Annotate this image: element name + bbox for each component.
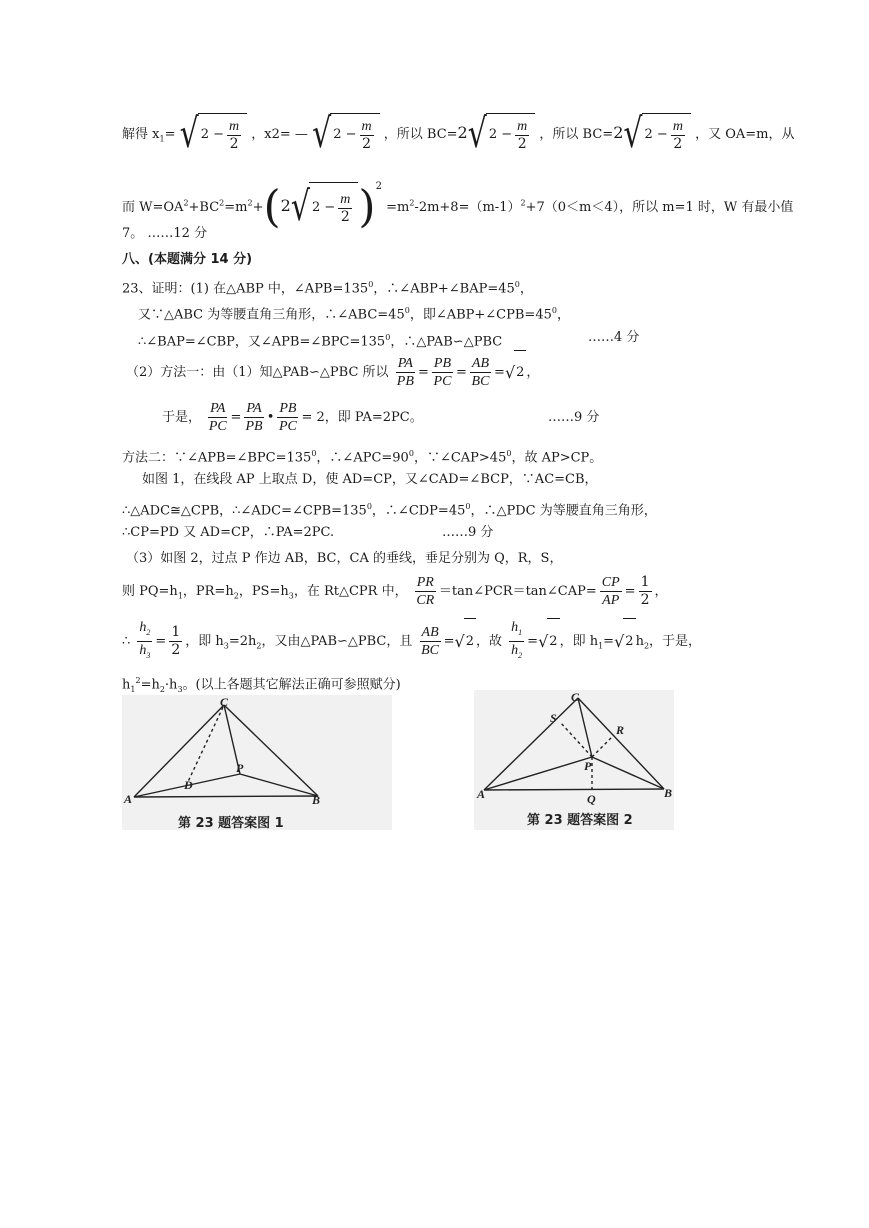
label-C: C bbox=[220, 695, 229, 709]
label-S: S bbox=[550, 711, 557, 725]
label-B: B bbox=[664, 786, 673, 800]
label-A: A bbox=[124, 792, 133, 806]
part3-line-1: （3）如图 2，过点 P 作边 AB，BC，CA 的垂线，垂足分别为 Q，R，S， bbox=[126, 551, 563, 566]
figure-1-caption: 第 23 题答案图 1 bbox=[178, 816, 284, 831]
label-C: C bbox=[571, 690, 580, 704]
part3-line-4: $h_1^2=h_2\cdot h_3$。(以上各题其它解法正确可参照赋分) bbox=[122, 676, 401, 694]
method-two-line-3: ∴△ADC≅△CPB，$\therefore\angle ADC=\angle CPB=135^0$，$\therefore\angle CDP=45^0$，∴△PDC 为等腰直角三角形， bbox=[122, 502, 657, 519]
label-A: A bbox=[477, 787, 486, 801]
line-w-expression: 而 $W=OA^2+BC^2=m^2+(2$ √ 2 − $\frac{m}{2}$ )$^2 =m^2-2m+8=(m-1)^2+7(0<m<4)$，所以 m=1 时，W 有最小值 bbox=[122, 181, 794, 233]
label-R: R bbox=[616, 723, 625, 737]
sqrt-expression: √ 2 − $\frac{m}{2}$ bbox=[180, 113, 248, 156]
method-two-line-2: 如图 1，在线段 AP 上取点 D，使 AD=CP，又∠CAD=∠BCP，∵AC=CB， bbox=[142, 472, 598, 487]
sqrt-expression: √ 2 − $\frac{m}{2}$ bbox=[468, 113, 536, 156]
label-P: P bbox=[236, 761, 244, 775]
method-two-line-4: ∴CP=PD 又 AD=CP，∴PA=2PC. bbox=[122, 525, 335, 540]
segment-PB bbox=[592, 757, 664, 789]
method-one-line: （2）方法一：由（1）知△PAB∽△PBC 所以 $\frac{PA}{PB}$ = $\frac{PB}{PC}$ = $\frac{AB}{BC}$ = √ 2 ， bbox=[126, 350, 539, 394]
segment-CP bbox=[578, 698, 592, 757]
sqrt-expression: √ 2 − $\frac{m}{2}$ bbox=[312, 113, 380, 156]
method-two-line-1: 方法二：$\because\angle APB=\angle BPC=135^0$，$\therefore\angle APC=90^0$，$\because\angle CAP>45^0$，故 AP>CP。 bbox=[122, 449, 603, 466]
score-9b: ……9 分 bbox=[442, 525, 494, 540]
sqrt-expression: √ 2 − $\frac{m}{2}$ bbox=[291, 182, 359, 233]
part3-line-2: 则 $PQ=h_1$，$PR=h_2$，$PS=h_3$，在 Rt△CPR 中， $\frac{PR}{CR}$ ＝tan∠PCR＝tan∠CAP= $\frac{CP}{AP}$ = $\frac{1}{2}$ ， bbox=[122, 574, 668, 608]
section-heading: 八、(本题满分 14 分) bbox=[122, 252, 253, 267]
line-solve-x: 解得 $x_1=$ √ 2 − $\frac{m}{2}$ ，x2= — √ 2 − $\frac{m}{2}$ ，所以 BC=2 √ 2 − $\frac{m}{2}$ ，所以 BC=2 √ 2 − $\frac{m}{2}$ ，又 OA=m，从 bbox=[122, 110, 795, 158]
method-one-result: 于是， $\frac{PA}{PC}$ = $\frac{PA}{PB}$ • $\frac{PB}{PC}$ = 2，即 PA=2PC。 bbox=[162, 401, 423, 434]
part3-line-3: ∴ $\frac{h_2}{h_3}$ = $\frac{1}{2}$ ，即 $h_3=2h_2$，又由△PAB∽△PBC，且 $\frac{AB}{BC}$ = √ 2 ，故 $\frac{h_1}{h_2}$ = √ 2 ，即 $h_1=$ √ 2 $h_2$，于是， bbox=[122, 618, 701, 664]
segment-AB bbox=[134, 796, 318, 797]
label-P: P bbox=[584, 759, 592, 773]
score-4: ……4 分 bbox=[588, 330, 640, 345]
label-D: D bbox=[184, 778, 193, 792]
segment-AC bbox=[134, 705, 224, 797]
segment-AB bbox=[484, 789, 664, 790]
proof-line-3: ∴∠BAP=∠CBP，又$\angle APB=\angle BPC=135^0$，∴△PAB∽△PBC bbox=[138, 333, 503, 350]
perpendicular-PR bbox=[592, 735, 614, 757]
sqrt-expression: √ 2 − $\frac{m}{2}$ bbox=[623, 113, 691, 156]
figure-1 bbox=[122, 695, 392, 830]
label-Q: Q bbox=[587, 792, 596, 806]
line-score-12: 7。 ……12 分 bbox=[122, 226, 208, 241]
triangle-diagram-1 bbox=[122, 695, 392, 830]
label-B: B bbox=[312, 793, 321, 807]
segment-DC bbox=[186, 705, 224, 786]
score-9a: ……9 分 bbox=[548, 410, 600, 425]
proof-line-1: 23、证明：(1) 在△ABP 中，$\angle APB=135^0$，$\therefore\angle ABP+\angle BAP=45^0$， bbox=[122, 280, 533, 297]
proof-line-2: 又∵△ABC 为等腰直角三角形，$\therefore\angle ABC=45^0$，即$\angle ABP+\angle CPB=45^0$， bbox=[138, 306, 570, 323]
figure-2-caption: 第 23 题答案图 2 bbox=[527, 813, 633, 828]
segment-CB bbox=[578, 698, 664, 789]
